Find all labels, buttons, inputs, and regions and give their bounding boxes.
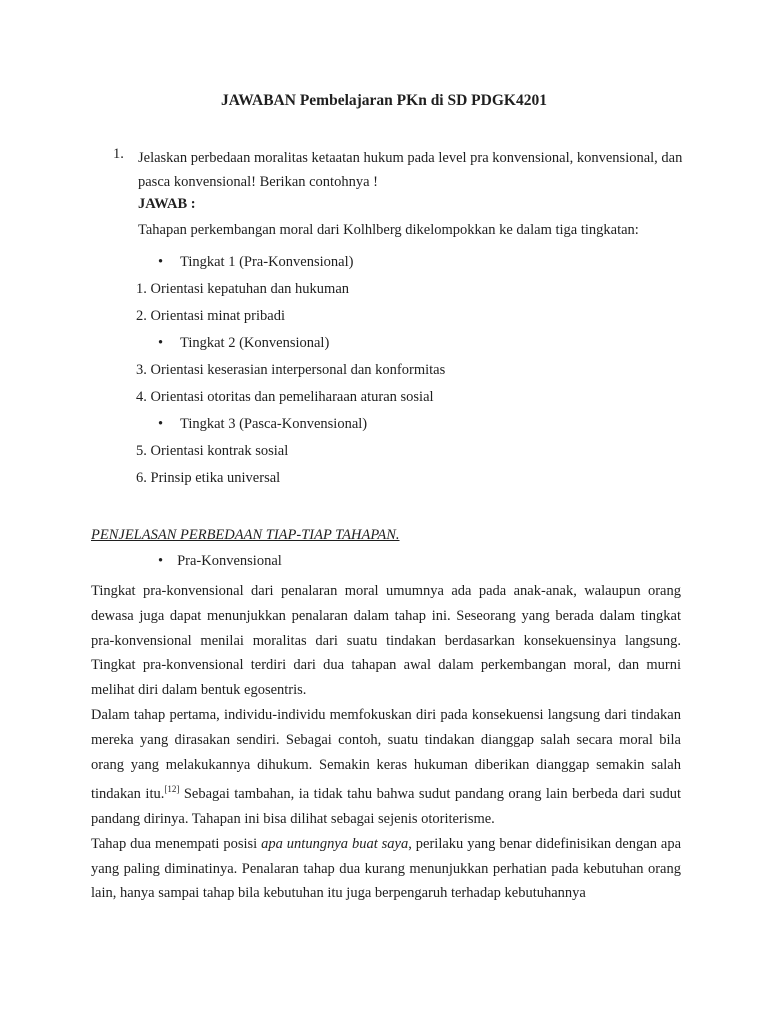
body-text <box>91 579 681 906</box>
stage-item <box>0 358 768 385</box>
question-text: Jelaskan perbedaan moralitas ketaatan hukum pada level pra konvensional, konvensional, dan pasca konvensional! Berikan contohnya ! <box>138 150 683 190</box>
paragraph-text: Dalam tahap pertama, individu-individu memfokuskan diri pada konsekuensi langsung dari tindakan mereka yang dirasakan sendiri. Sebagai contoh, suatu tindakan dianggap salah secara moral bila orang yang melakukannya dihukum. Semakin keras hukuman diberikan dianggap semakin salah tindakan itu. <box>91 706 681 803</box>
level-heading <box>0 331 768 358</box>
list-text: 4. Orientasi otoritas dan pemeliharaan aturan sosial <box>136 389 434 405</box>
list-text: Tingkat 2 (Konvensional) <box>180 335 330 351</box>
section-bullet-item <box>158 553 282 570</box>
italic-phrase: apa untungnya buat saya <box>261 835 409 852</box>
paragraph-text: , perilaku yang benar didefinisikan dengan apa yang paling diminatinya. Penalaran tahap dua kurang menunjukkan perhatian pada kebutuhan orang lain, hanya sampai tahap bila kebutuhan itu juga berpengaruh terhadap kebutuhannya <box>91 835 682 902</box>
question-number: 1. <box>113 146 124 162</box>
stage-item <box>0 466 768 493</box>
citation-ref[interactable]: [12] <box>164 784 180 795</box>
paragraph-text: Sebagai tambahan, ia tidak tahu bahwa sudut pandang orang lain berbeda dari sudut pandang dirinya. Tahapan ini bisa dilihat sebagai sejenis otoriterisme. <box>91 786 681 827</box>
answer-label: JAWAB : <box>138 196 196 212</box>
list-text: 2. Orientasi minat pribadi <box>136 308 285 324</box>
level-heading <box>0 412 768 439</box>
paragraph: Tingkat pra-konvensional dari penalaran moral umumnya ada pada anak-anak, walaupun orang dewasa juga dapat menunjukkan penalaran dalam tahap ini. Seseorang yang berada dalam tingkat pra-konvensional menilai moralitas dari suatu tindakan berdasarkan konsekuensinya langsung. Tingkat pra-konvensional terdiri dari dua tahapan awal dalam perkembangan moral, dan murni melihat diri dalam bentuk egosentris. <box>91 583 681 699</box>
bullet-icon: • <box>158 416 164 432</box>
list-text: Tingkat 3 (Pasca-Konvensional) <box>180 416 368 432</box>
bullet-icon: • <box>158 553 164 569</box>
document-title: JAWABAN Pembelajaran PKn di SD PDGK4201 <box>221 92 547 109</box>
paragraph <box>91 832 681 906</box>
paragraph <box>91 703 681 832</box>
stage-item <box>0 304 768 331</box>
paragraph-text: Tahap dua menempati posisi <box>91 835 262 852</box>
stage-list <box>0 250 768 493</box>
level-heading <box>0 250 768 277</box>
list-text: 6. Prinsip etika universal <box>136 470 281 486</box>
stage-item <box>0 385 768 412</box>
list-text: 3. Orientasi keserasian interpersonal dan konformitas <box>136 362 446 378</box>
stage-item <box>0 439 768 466</box>
question-block <box>113 146 693 194</box>
section-heading: PENJELASAN PERBEDAAN TIAP-TIAP TAHAPAN. <box>91 527 400 543</box>
stage-item <box>0 277 768 304</box>
list-text: 5. Orientasi kontrak sosial <box>136 443 289 459</box>
section-bullet-text: Pra-Konvensional <box>177 553 282 569</box>
bullet-icon: • <box>158 254 164 270</box>
list-text: 1. Orientasi kepatuhan dan hukuman <box>136 281 350 297</box>
bullet-icon: • <box>158 335 164 351</box>
list-text: Tingkat 1 (Pra-Konvensional) <box>180 254 354 270</box>
answer-intro: Tahapan perkembangan moral dari Kolhlberg dikelompokkan ke dalam tiga tingkatan: <box>138 222 639 238</box>
